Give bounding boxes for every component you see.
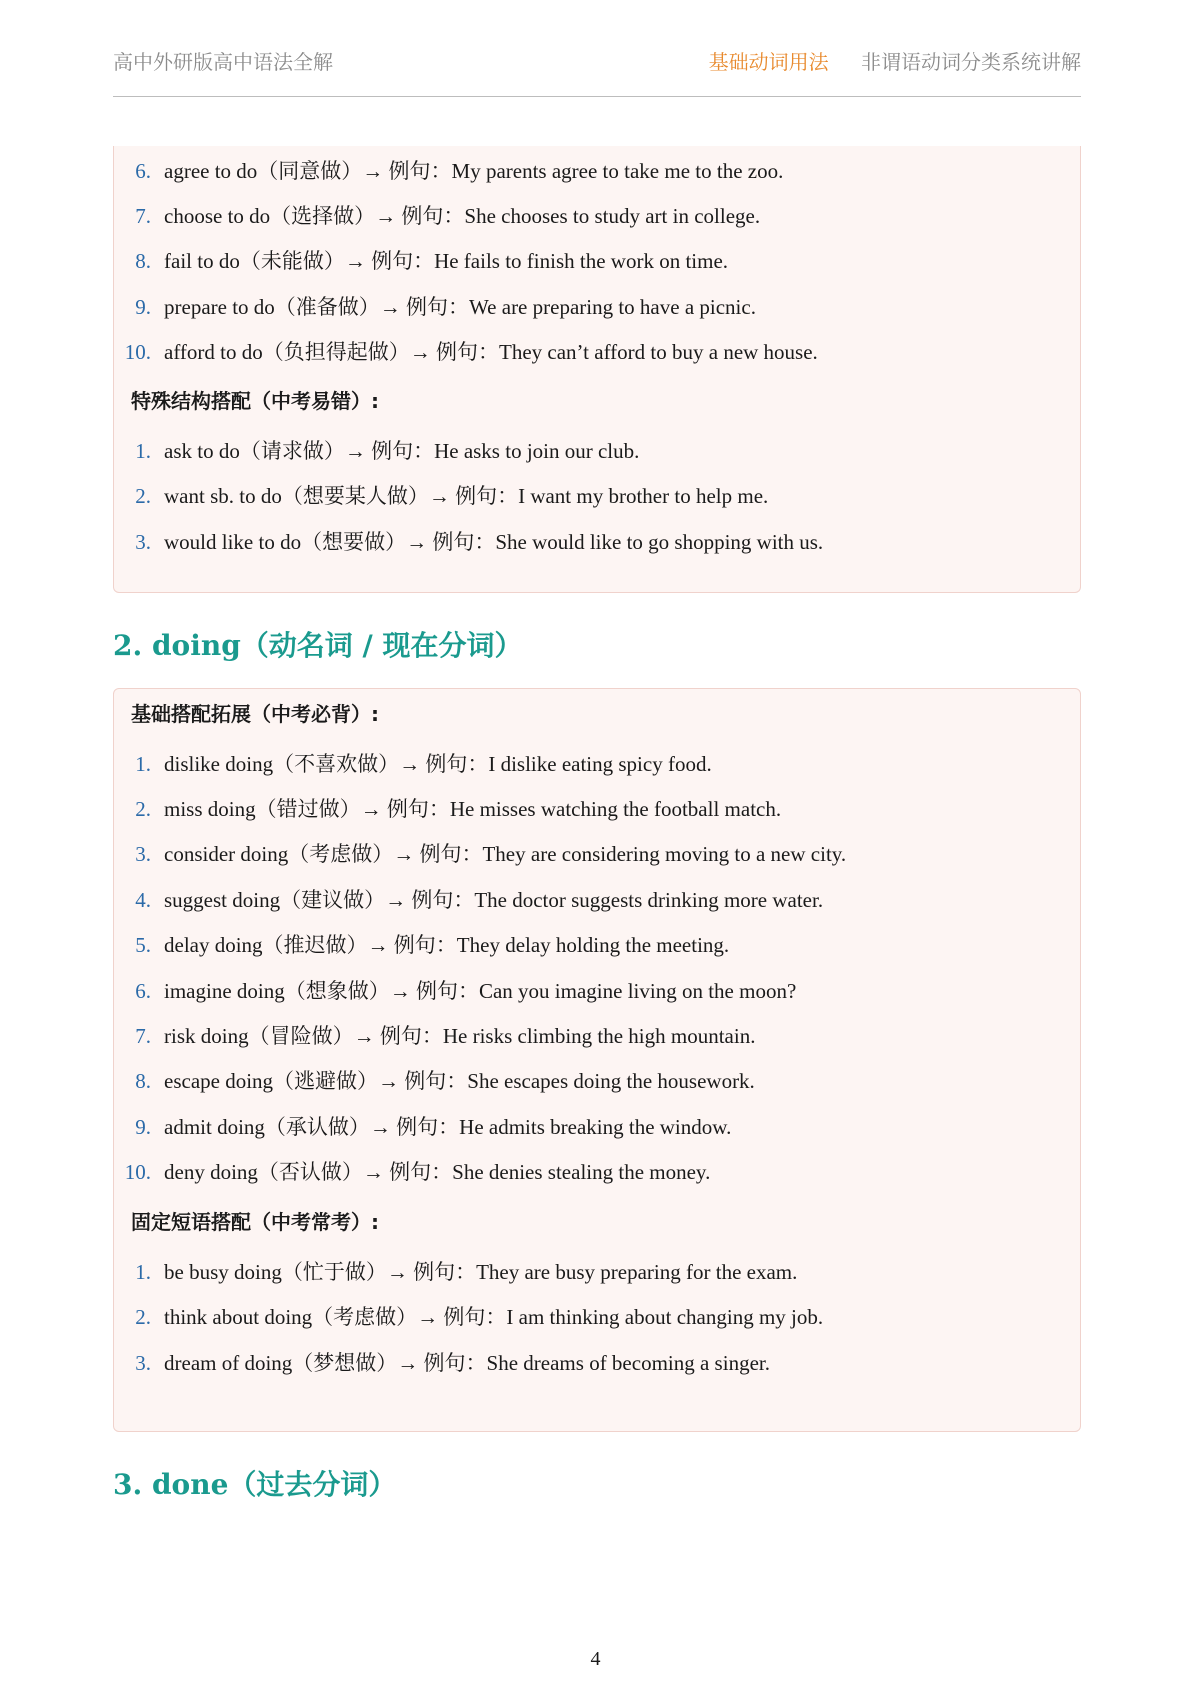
page-header (113, 46, 1081, 97)
subheading: 基础搭配拓展（中考必背）: (131, 702, 379, 726)
header-nav (709, 46, 1081, 75)
subheading: 特殊结构搭配（中考易错）: (131, 389, 379, 413)
list-box-to-do: 6. agree to do（同意做）→ 例句：My parents agree to take me to the zoo. 7. choose to do（选择做）→ 例句：She chooses to study art in college. 8. fail to do（未能做）→ 例句：He fails to finish the work on time. 9. prepare to do（准备做）→ 例句：We are preparing to have a picnic. 10. afford to do（负担得起做）→ 例句：They can’t afford to buy a new house. 特殊结构搭配（中考易错）: 1. ask to do（请求做）→ 例句：He asks to join our club. 2. want sb. to do（想要某人做）→ 例句：I want my brother to help me. 3. would like to do（想要做）→ 例句：She would like to go shopping with us. (113, 146, 1081, 593)
section-heading-done: 3. done（过去分词） (113, 1468, 397, 1501)
subheading: 固定短语搭配（中考常考）: (131, 1210, 379, 1234)
header-sub-section[interactable]: 非谓语动词分类系统讲解 (861, 50, 1081, 74)
list-box-doing: 基础搭配拓展（中考必背）: 1. dislike doing（不喜欢做）→ 例句：I dislike eating spicy food. 2. miss doing（错过做）→ 例句：He misses watching the football match. 3. consider doing（考虑做）→ 例句：They are considering moving to a new city. 4. suggest doing（建议做）→ 例句：The doctor suggests drinking more water. 5. delay doing（推迟做）→ 例句：They delay holding the meeting. 6. imagine doing（想象做）→ 例句：Can you imagine living on the moon? 7. risk doing（冒险做）→ 例句：He risks climbing the high mountain. 8. escape doing（逃避做）→ 例句：She escapes doing the housework. 9. admit doing（承认做）→ 例句：He admits breaking the window. 10. deny doing（否认做）→ 例句：She denies stealing the money. 固定短语搭配（中考常考）: 1. be busy doing（忙于做）→ 例句：They are busy preparing for the exam. 2. think about doing（考虑做）→ 例句：I am thinking about changing my job. 3. dream of doing（梦想做）→ 例句：She dreams of becoming a singer. (113, 688, 1081, 1432)
section-heading-doing: 2. doing（动名词 / 现在分词） (113, 629, 523, 662)
page-number: 4 (590, 1648, 601, 1670)
book-title: 高中外研版高中语法全解 (113, 50, 333, 74)
header-active-section[interactable]: 基础动词用法 (708, 50, 829, 74)
